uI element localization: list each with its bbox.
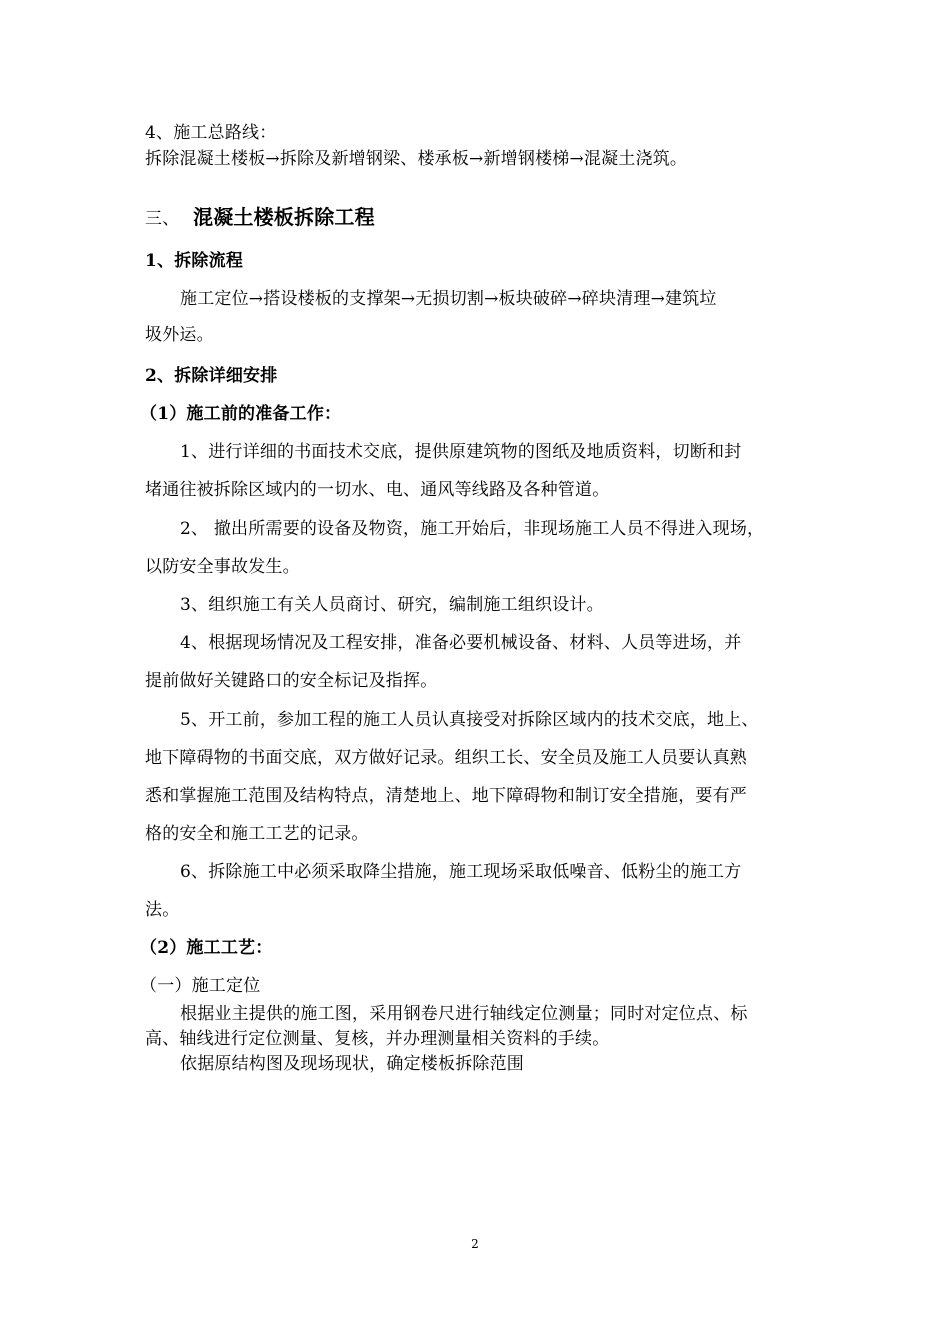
prep-item-6-line-2: 法。 xyxy=(145,900,180,920)
page-number: 2 xyxy=(471,1237,479,1251)
detail-heading: 2、拆除详细安排 xyxy=(145,366,278,386)
prep-item-1-line-1: 1、进行详细的书面技术交底，提供原建筑物的图纸及地质资料，切断和封 xyxy=(180,442,742,462)
section-heading xyxy=(145,204,375,232)
prep-item-1-line-2: 堵通往被拆除区域内的一切水、电、通风等线路及各种管道。 xyxy=(145,480,610,500)
prep-item-4-line-2: 提前做好关键路口的安全标记及指挥。 xyxy=(145,671,438,691)
craft-heading: （2）施工工艺： xyxy=(140,938,273,958)
prep-item-2-line-1: 2、 撤出所需要的设备及物资，施工开始后，非现场施工人员不得进入现场， xyxy=(180,519,765,539)
route-heading: 4、施工总路线： xyxy=(145,123,277,143)
section-number: 三、 xyxy=(145,209,180,229)
positioning-heading: （一）施工定位 xyxy=(140,976,261,996)
flow-heading: 1、拆除流程 xyxy=(145,251,244,271)
prep-item-5-line-3: 悉和掌握施工范围及结构特点，清楚地上、地下障碍物和制订安全措施，要有严 xyxy=(145,786,747,806)
prep-heading: （1）施工前的准备工作： xyxy=(140,404,342,424)
prep-item-6-line-1: 6、拆除施工中必须采取降尘措施，施工现场采取低噪音、低粉尘的施工方 xyxy=(180,862,742,882)
positioning-line-1: 根据业主提供的施工图，采用钢卷尺进行轴线定位测量；同时对定位点、标 xyxy=(180,1004,748,1024)
prep-item-5-line-4: 格的安全和施工工艺的记录。 xyxy=(145,824,369,844)
flow-line-2: 圾外运。 xyxy=(145,325,214,345)
prep-item-2-line-2: 以防安全事故发生。 xyxy=(145,557,300,577)
prep-item-5-line-2: 地下障碍物的书面交底，双方做好记录。组织工长、安全员及施工人员要认真熟 xyxy=(145,748,747,768)
section-title: 混凝土楼板拆除工程 xyxy=(193,205,375,229)
prep-item-5-line-1: 5、开工前，参加工程的施工人员认真接受对拆除区域内的技术交底，地上、 xyxy=(180,710,759,730)
positioning-line-2: 高、轴线进行定位测量、复核，并办理测量相关资料的手续。 xyxy=(145,1029,610,1049)
prep-item-3-line-1: 3、组织施工有关人员商讨、研究，编制施工组织设计。 xyxy=(180,595,604,615)
prep-item-4-line-1: 4、根据现场情况及工程安排，准备必要机械设备、材料、人员等进场，并 xyxy=(180,633,742,653)
flow-line-1: 施工定位→搭设楼板的支撑架→无损切割→板块破碎→碎块清理→建筑垃 xyxy=(180,289,717,309)
route-text: 拆除混凝土楼板→拆除及新增钢梁、楼承板→新增钢楼梯→混凝土浇筑。 xyxy=(145,149,688,169)
positioning-line-3: 依据原结构图及现场现状，确定楼板拆除范围 xyxy=(180,1054,524,1074)
